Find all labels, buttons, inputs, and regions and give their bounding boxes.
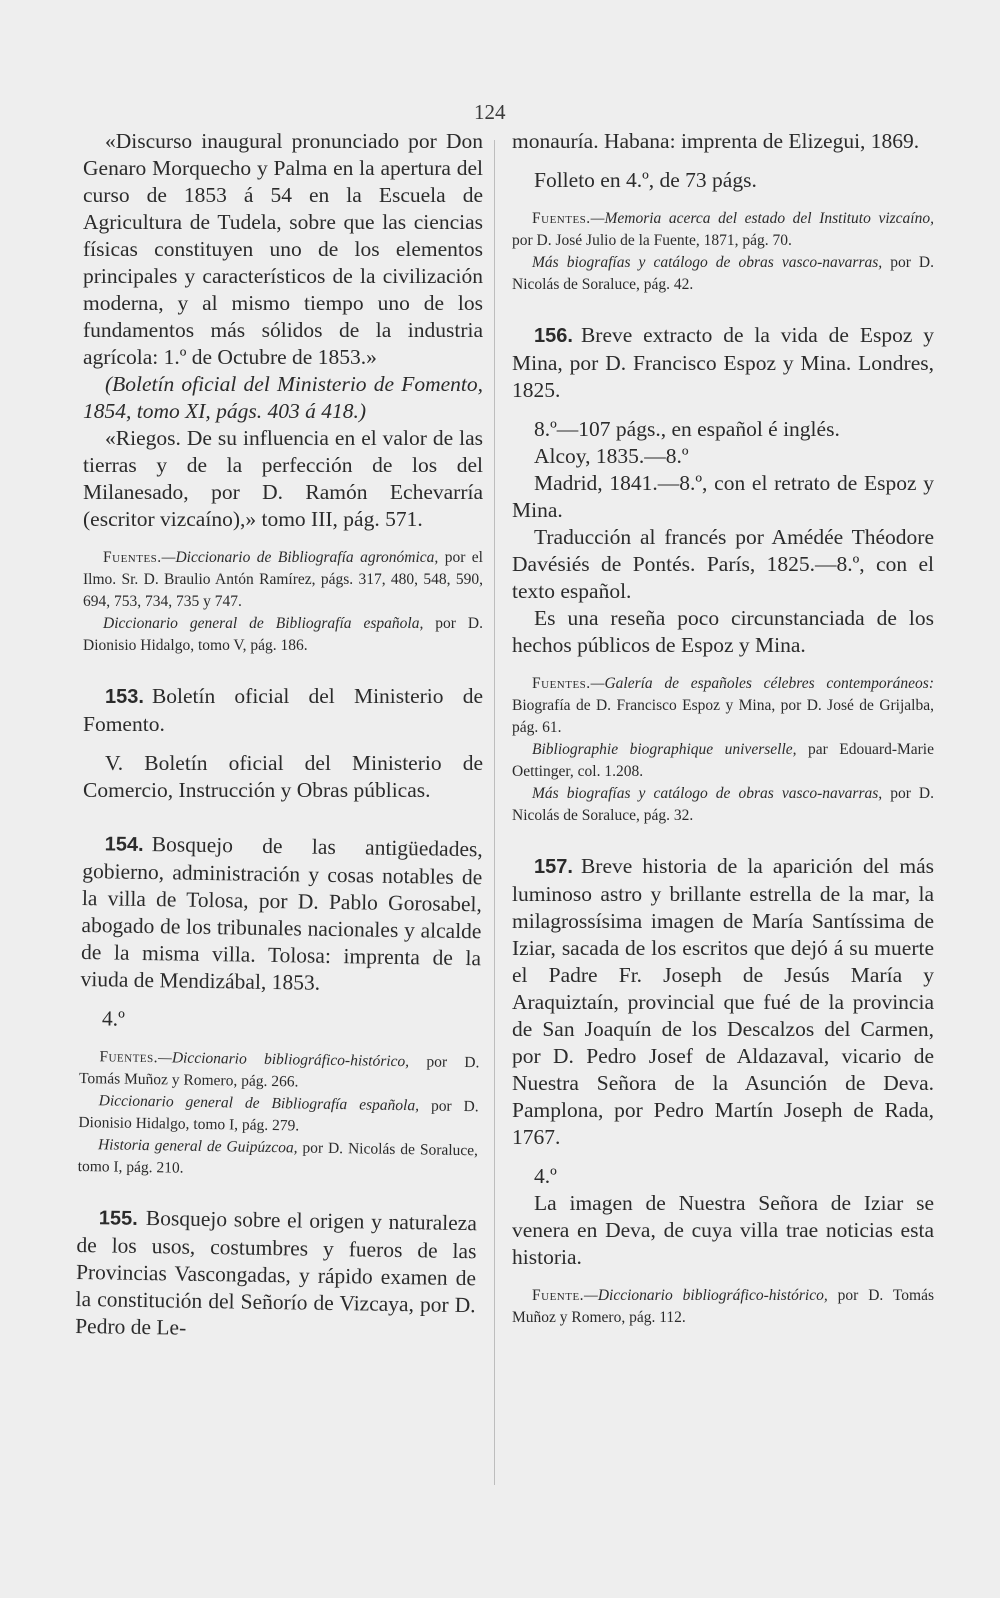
entry-155 [75, 1204, 477, 1346]
source-title: Bibliographie biographique universelle, [532, 741, 797, 758]
left-column [75, 128, 483, 1340]
entry-number: 157. [534, 856, 573, 878]
entry-edition-4: Traducción al francés por Amédée Théodore Davésiés de Pontés. París, 1825.—8.º, con el texto español. [512, 525, 934, 603]
entry-title: Breve historia de la aparición del más luminoso astro y brillante estrella de la mar, la milagrossísima imagen de María Santíssima de Iziar, sacada de los escritos que dejó á su muerte el Padre Fr. Joseph de Jesús María y Araquiztaín, provincial que fué de la provincia de San Joaquín de los Descalzos del Carmen, por D. Pedro Josef de Aldazaval, vicario de Nuestra Señora de la Asunción de Deva. Pamplona, por Pedro Martín Joseph de Rada, 1767. [512, 854, 934, 1149]
source-title: —Galería de españoles célebres contemporáneos: [590, 675, 934, 692]
sources-label: Fuentes. [99, 1048, 159, 1067]
source-detail: por D. Tomás Muñoz y Romero, pág. 266. [78, 1053, 480, 1091]
entry-154-sources [78, 1046, 480, 1184]
sources-label: Fuentes. [103, 549, 162, 566]
intro-source-1 [83, 547, 483, 613]
source-title: Más biografías y catálogo de obras vasco-navarras, [532, 254, 883, 271]
entry-number: 156. [534, 325, 573, 347]
entry-title: Bosquejo de las antigüedades, gobierno, administración y cosas notables de la villa de Tolosa, por D. Pablo Gorosabel, abogado de los tribunales nacionales y alcalde de la misma villa. Tolosa: imprenta de la viuda de Mendizábal, 1853. [80, 832, 483, 995]
entry-153 [83, 683, 483, 804]
entry-number: 153. [105, 686, 144, 708]
source-title: —Diccionario de Bibliografía agronómica, [161, 549, 439, 566]
source-detail: por D. Nicolás de Soraluce, tomo I, pág. 210. [77, 1139, 479, 1177]
source-title: Diccionario general de Bibliografía española, [103, 615, 424, 632]
entry-format: 4.º [534, 1164, 557, 1188]
source-title: Más biografías y catálogo de obras vasco-navarras, [532, 785, 883, 802]
source-detail: por D. Dionisio Hidalgo, tomo V, pág. 186. [83, 615, 483, 654]
continued-title: monauría. Habana: imprenta de Elizegui, 1869. [512, 129, 920, 153]
entry-title: Bosquejo sobre el origen y naturaleza de los usos, costumbres y fueros de las Provincias Vascongadas, y rápido examen de la constitución del Señorío de Vizcaya, por D. Pedro de Le- [75, 1206, 478, 1340]
entry-format: 4.º [101, 1006, 126, 1031]
entry-number: 155. [98, 1207, 139, 1230]
source-title: —Diccionario bibliográfico-histórico, [157, 1049, 410, 1071]
entry-note: La imagen de Nuestra Señora de Iziar se venera en Deva, de cuya villa trae noticias esta historia. [512, 1191, 934, 1269]
page-number: 124 [474, 100, 506, 124]
source-line [512, 783, 934, 827]
sources-label: Fuente. [532, 1287, 585, 1304]
entry-title: Breve extracto de la vida de Espoz y Mina, por D. Francisco Espoz y Mina. Londres, 1825. [512, 323, 934, 402]
source-line [79, 1046, 480, 1096]
source-detail: por el Ilmo. Sr. D. Braulio Antón Ramírez, págs. 317, 480, 548, 590, 694, 753, 734, 735 y 747. [83, 549, 483, 610]
column-divider [494, 140, 495, 1485]
source-line [512, 1285, 934, 1329]
sources-label: Fuentes. [532, 675, 591, 692]
source-detail: Biografía de D. Francisco Espoz y Mina, por D. José de Grijalba, pág. 61. [512, 697, 934, 736]
source-detail: por D. Dionisio Hidalgo, tomo I, pág. 279. [78, 1097, 479, 1135]
source-detail: por D. Nicolás de Soraluce, pág. 42. [512, 254, 935, 293]
entry-157 [512, 853, 934, 1329]
source-detail: por D. José Julio de la Fuente, 1871, pág. 70. [512, 232, 792, 249]
entry-157-sources [512, 1285, 934, 1329]
source-line [512, 208, 934, 252]
entry-154 [78, 830, 483, 1184]
entry-edition-1: 8.º—107 págs., en español é inglés. [534, 417, 840, 441]
source-title: —Memoria acerca del estado del Instituto vizcaíno, [590, 210, 934, 227]
entry-number: 154. [104, 833, 144, 856]
source-line [512, 739, 934, 783]
source-detail: por D. Tomás Muñoz y Romero, pág. 112. [512, 1287, 934, 1326]
entry-edition-3: Madrid, 1841.—8.º, con el retrato de Espoz y Mina. [512, 471, 934, 522]
right-column [512, 128, 934, 1329]
source-line [512, 252, 934, 296]
entry-156-sources [512, 673, 934, 827]
source-title: Diccionario general de Bibliografía española, [98, 1092, 420, 1115]
intro-citation: (Boletín oficial del Ministerio de Fomento, 1854, tomo XI, págs. 403 á 418.) [83, 372, 483, 423]
entry-156 [512, 322, 934, 827]
source-line [78, 1090, 479, 1140]
intro-paragraph-3: «Riegos. De su influencia en el valor de las tierras y de la perfección de los del Milanesado, por D. Ramón Echevarría (escritor vizcaíno),» tomo III, pág. 571. [83, 426, 483, 531]
source-title: Historia general de Guipúzcoa, [97, 1136, 298, 1157]
intro-sources [83, 547, 483, 657]
source-line [78, 1134, 479, 1184]
entry-see-also: V. Boletín oficial del Ministerio de Comercio, Instrucción y Obras públicas. [83, 751, 483, 802]
source-detail: par Edouard-Marie Oettinger, col. 1.208. [512, 741, 934, 780]
intro-source-2 [83, 613, 483, 657]
intro-paragraph-2 [83, 371, 483, 425]
entry-title: Boletín oficial del Ministerio de Fomento. [83, 684, 483, 736]
entry-note: Es una reseña poco circunstanciada de los hechos públicos de Espoz y Mina. [512, 606, 934, 657]
continued-sources [512, 208, 934, 296]
entry-edition-2: Alcoy, 1835.—8.º [534, 444, 689, 468]
sources-label: Fuentes. [532, 210, 591, 227]
source-title: —Diccionario bibliográfico-histórico, [584, 1287, 828, 1304]
source-line [512, 673, 934, 739]
intro-paragraph-1: «Discurso inaugural pronunciado por Don Genaro Morquecho y Palma en la apertura del curso de 1853 á 54 en la Escuela de Agricultura de Tudela, sobre que las ciencias físicas constituyen uno de los elementos principales y característicos de la civilización moderna, y al mismo tiempo uno de los fundamentos más sólidos de la industria agrícola: 1.º de Octubre de 1853.» [83, 129, 483, 369]
continued-format: Folleto en 4.º, de 73 págs. [534, 168, 757, 192]
source-detail: por D. Nicolás de Soraluce, pág. 32. [512, 785, 935, 824]
